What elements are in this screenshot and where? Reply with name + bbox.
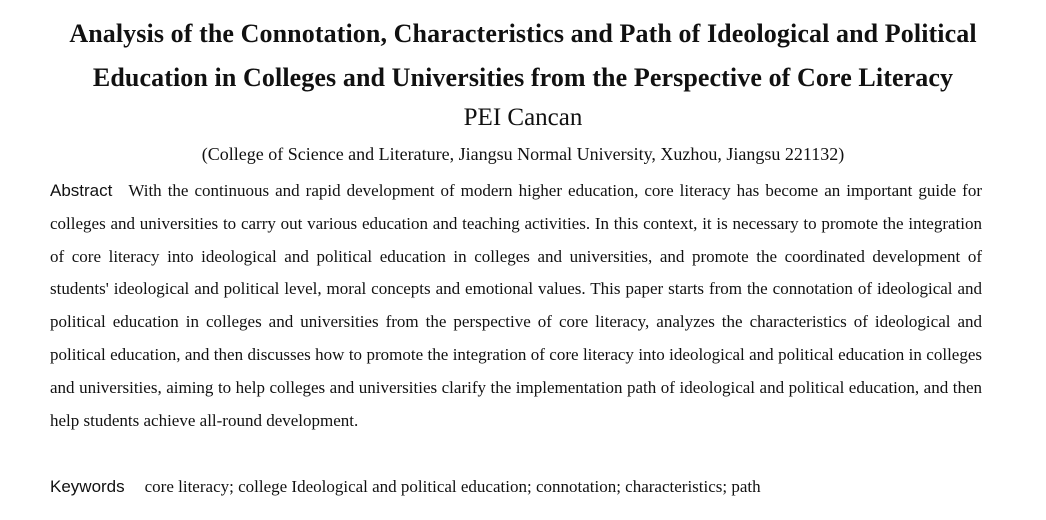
author-affiliation: (College of Science and Literature, Jiangsu Normal University, Xuzhou, Jiangsu 221132) — [201, 144, 845, 164]
keywords-section — [50, 471, 982, 503]
abstract-label: Abstract — [50, 181, 113, 200]
paper-title: Analysis of the Connotation, Characteristics and Path of Ideological and Political Education in Colleges and Universities from the Perspective of Core Literacy — [69, 19, 977, 92]
abstract-text: With the continuous and rapid development of modern higher education, core literacy has become an important guide for colleges and universities to carry out various education and teaching activities. In this context, it is necessary to promote the integration of core literacy into ideological and political education in colleges and universities, and promote the coordinated development of students' ideological and political level, moral concepts and emotional values. This paper starts from the connotation of ideological and political education in colleges and universities from the perspective of core literacy, analyzes the characteristics of ideological and political education, and then discusses how to promote the integration of core literacy into ideological and political education in colleges and universities, aiming to help colleges and universities clarify the implementation path of ideological and political education, and then help students achieve all-round development. — [50, 181, 982, 430]
abstract-section — [50, 175, 982, 437]
author-name: PEI Cancan — [463, 104, 583, 131]
keywords-text: core literacy; college Ideological and political education; connotation; characteristics; path — [144, 477, 761, 496]
keywords-label: Keywords — [50, 477, 125, 496]
